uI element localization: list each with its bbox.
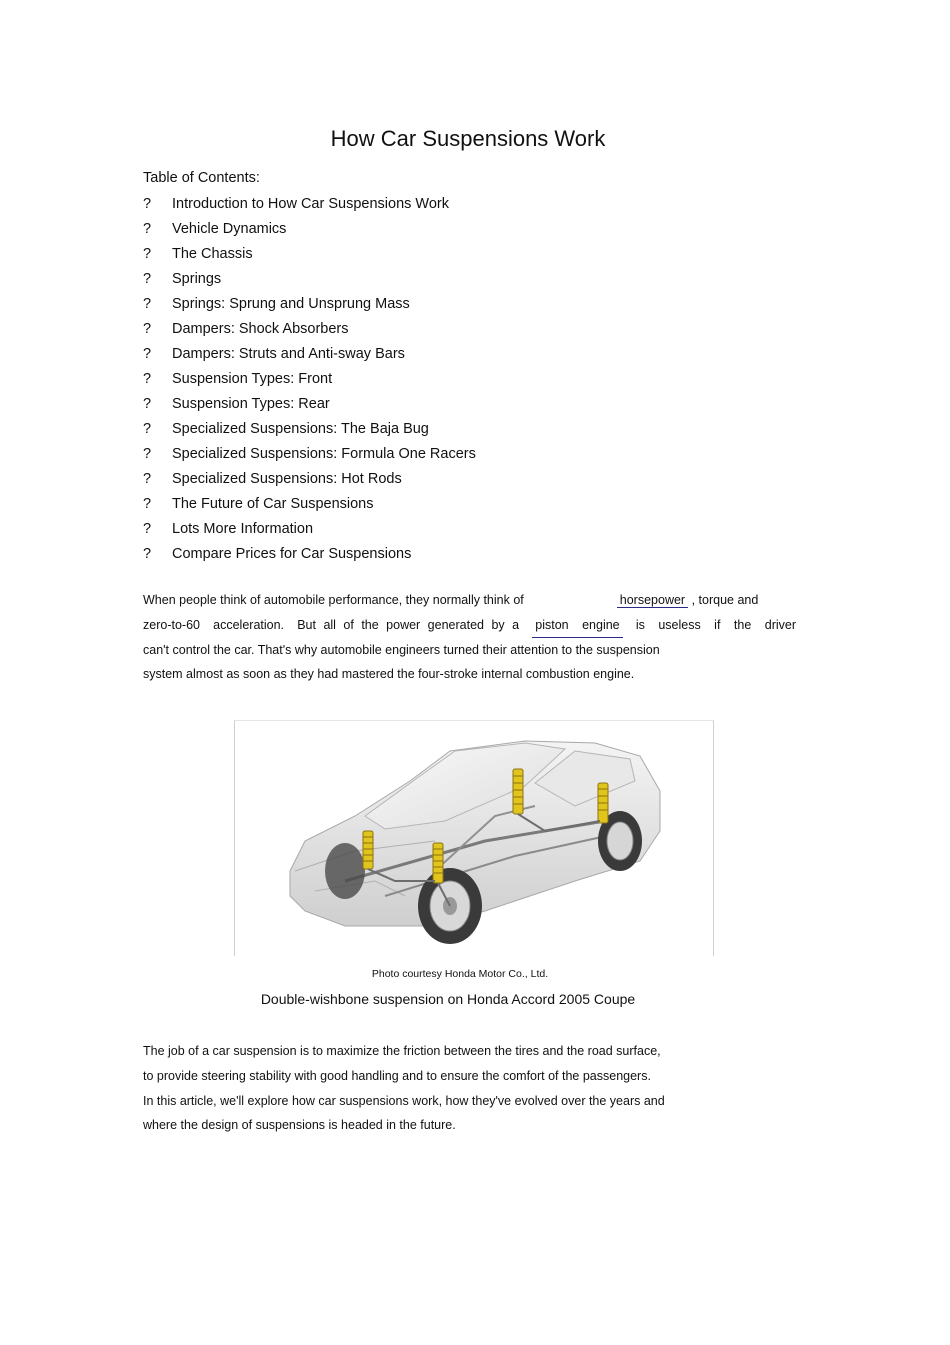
- toc-bullet: ?: [143, 321, 152, 337]
- toc-item[interactable]: [143, 419, 476, 444]
- toc-bullet: ?: [143, 196, 152, 212]
- toc-bullet: ?: [143, 421, 152, 437]
- toc-item-label: Suspension Types: Rear: [172, 396, 330, 412]
- toc-item[interactable]: [143, 344, 476, 369]
- toc-item[interactable]: [143, 244, 476, 269]
- intro-text: , torque and: [691, 593, 759, 607]
- toc-item-label: Springs: [172, 271, 222, 287]
- body-line-1: The job of a car suspension is to maximize the friction between the tires and the road surface,: [143, 1044, 661, 1058]
- car-cutaway-illustration: [235, 721, 713, 956]
- toc-bullet: ?: [143, 296, 152, 312]
- body-paragraph: [143, 1039, 803, 1138]
- toc-item-label: Suspension Types: Front: [172, 371, 333, 387]
- toc-item[interactable]: [143, 394, 476, 419]
- toc-item[interactable]: [143, 444, 476, 469]
- toc-item-label: Specialized Suspensions: Hot Rods: [172, 471, 402, 487]
- page-title: How Car Suspensions Work: [330, 126, 606, 151]
- intro-line-1: [143, 588, 803, 613]
- intro-text: But all of the power generated by a: [297, 617, 520, 632]
- toc-item[interactable]: [143, 269, 476, 294]
- toc-item[interactable]: [143, 194, 476, 219]
- toc-bullet: ?: [143, 346, 152, 362]
- body-line-2: to provide steering stability with good handling and to ensure the comfort of the passengers.: [143, 1068, 651, 1083]
- piston-engine-link[interactable]: piston engine: [532, 613, 622, 638]
- intro-line-2: [143, 613, 796, 638]
- body-line-4: where the design of suspensions is headed in the future.: [143, 1118, 456, 1133]
- figure-caption: Double-wishbone suspension on Honda Accord 2005 Coupe: [260, 991, 636, 1007]
- toc-item-label: Specialized Suspensions: Formula One Racers: [172, 446, 476, 462]
- toc-bullet: ?: [143, 471, 152, 487]
- intro-text: When people think of automobile performance, they normally think of: [143, 593, 524, 607]
- toc-heading: Table of Contents:: [143, 170, 260, 186]
- intro-paragraph: [143, 588, 803, 687]
- toc-item[interactable]: [143, 369, 476, 394]
- toc-item-label: Compare Prices for Car Suspensions: [172, 546, 412, 562]
- toc-bullet: ?: [143, 521, 152, 537]
- toc-bullet: ?: [143, 246, 152, 262]
- toc-item[interactable]: [143, 219, 476, 244]
- toc-bullet: ?: [143, 221, 152, 237]
- toc-bullet: ?: [143, 396, 152, 412]
- toc-item[interactable]: [143, 294, 476, 319]
- toc-item-label: Vehicle Dynamics: [172, 221, 287, 237]
- toc-item-label: Specialized Suspensions: The Baja Bug: [172, 421, 429, 437]
- intro-text: zero-to-60: [143, 617, 200, 632]
- table-of-contents: [143, 194, 476, 569]
- body-line-3: In this article, we'll explore how car suspensions work, how they've evolved over the years and: [143, 1093, 665, 1108]
- suspension-photo: [234, 720, 714, 956]
- toc-item-label: Springs: Sprung and Unsprung Mass: [172, 296, 410, 312]
- toc-item-label: Introduction to How Car Suspensions Work: [172, 196, 449, 212]
- toc-item[interactable]: [143, 494, 476, 519]
- toc-bullet: ?: [143, 496, 152, 512]
- toc-item[interactable]: [143, 544, 476, 569]
- toc-bullet: ?: [143, 546, 152, 562]
- toc-bullet: ?: [143, 446, 152, 462]
- toc-item[interactable]: [143, 519, 476, 544]
- toc-bullet: ?: [143, 271, 152, 287]
- intro-line-3: can't control the car. That's why automobile engineers turned their attention to the suspension: [143, 642, 660, 657]
- toc-item-label: The Chassis: [172, 246, 253, 262]
- toc-item-label: Lots More Information: [172, 521, 314, 537]
- photo-credit: Photo courtesy Honda Motor Co., Ltd.: [371, 968, 549, 980]
- intro-text: is useless if the driver: [635, 617, 796, 632]
- toc-item-label: The Future of Car Suspensions: [172, 496, 374, 512]
- horsepower-link[interactable]: horsepower: [617, 593, 688, 608]
- toc-bullet: ?: [143, 371, 152, 387]
- toc-item[interactable]: [143, 319, 476, 344]
- intro-text: acceleration.: [213, 617, 285, 632]
- intro-line-4: system almost as soon as they had mastered the four-stroke internal combustion engine.: [143, 667, 635, 682]
- toc-item-label: Dampers: Shock Absorbers: [172, 321, 349, 337]
- toc-item-label: Dampers: Struts and Anti-sway Bars: [172, 346, 405, 362]
- toc-item[interactable]: [143, 469, 476, 494]
